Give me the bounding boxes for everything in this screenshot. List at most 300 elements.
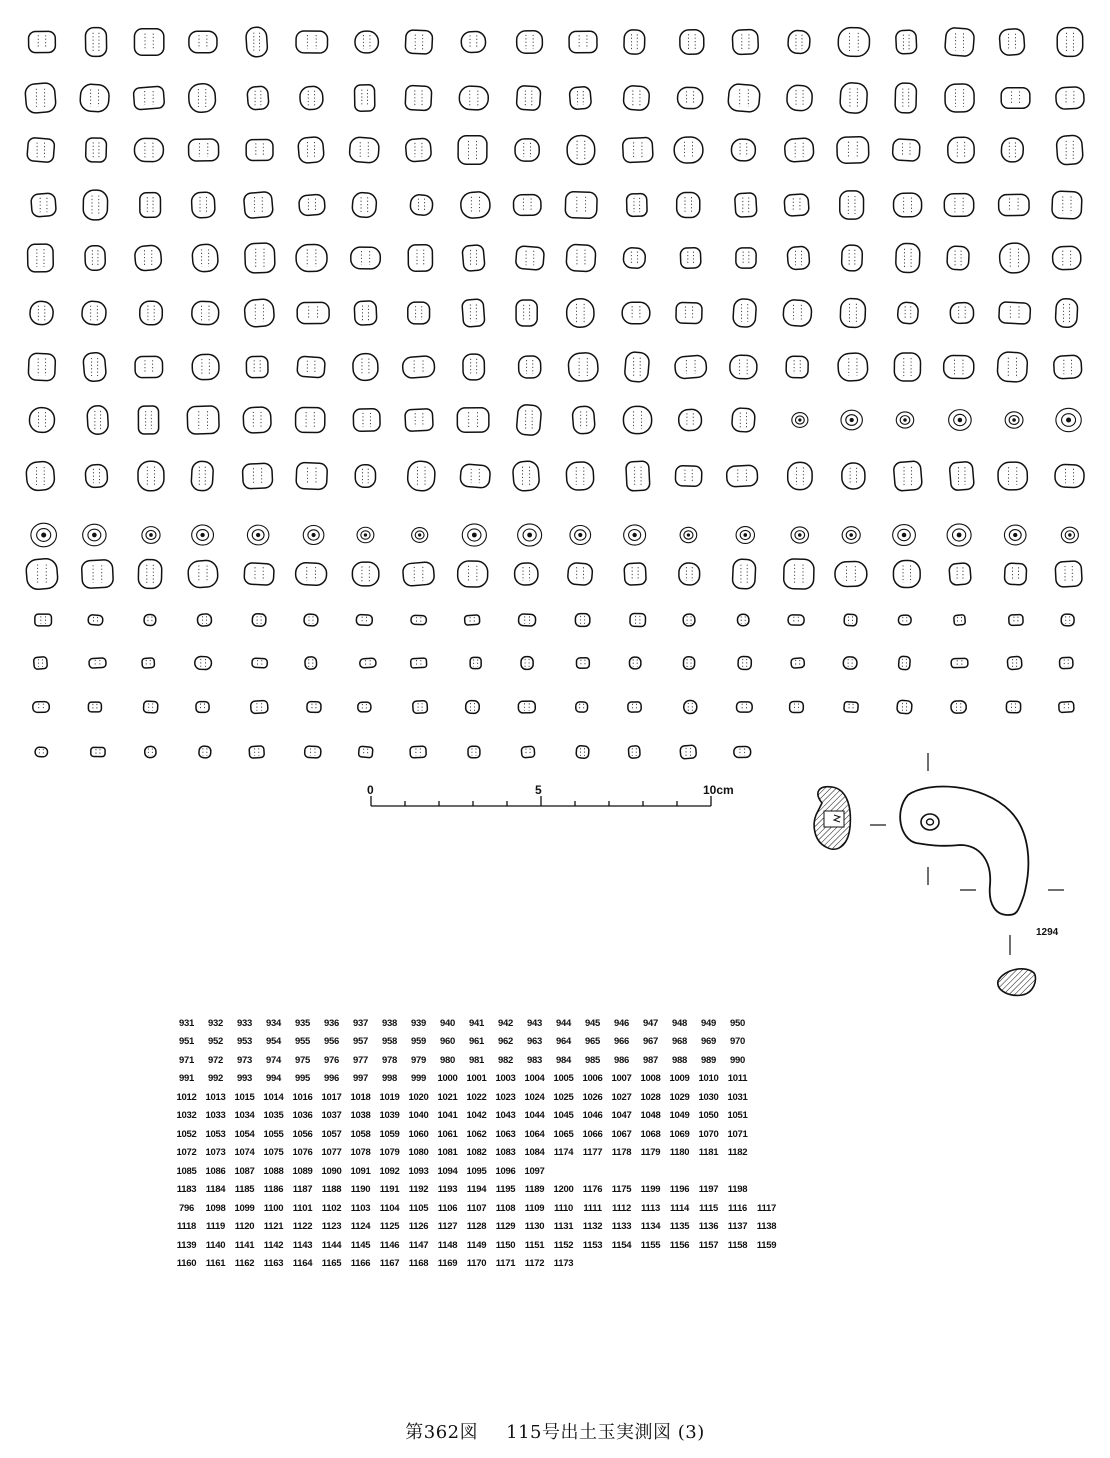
bead-drawing <box>247 86 269 110</box>
bead-drawing <box>568 352 599 382</box>
catalogue-number: 973 <box>237 1054 252 1066</box>
bead-drawing <box>242 463 273 489</box>
bead-drawing <box>27 137 55 162</box>
catalogue-number: 1178 <box>611 1147 632 1159</box>
bead-top-view <box>949 410 972 431</box>
bead-drawing <box>402 562 435 587</box>
bead-drawing <box>133 86 164 110</box>
catalogue-number: 1047 <box>611 1110 632 1122</box>
catalogue-number: 986 <box>614 1054 629 1066</box>
bead-drawing <box>840 191 864 219</box>
catalogue-number: 1133 <box>611 1221 632 1233</box>
catalogue-number: 950 <box>730 1017 745 1029</box>
bead-drawing <box>567 562 593 585</box>
catalogue-number: 951 <box>179 1036 194 1048</box>
bead-drawing <box>460 191 491 219</box>
bead-drawing <box>674 355 707 379</box>
catalogue-number: 982 <box>498 1054 513 1066</box>
bead-drawing <box>244 298 275 327</box>
catalogue-number: 1199 <box>640 1184 661 1196</box>
catalogue-number: 1138 <box>756 1221 777 1233</box>
catalogue-number: 1073 <box>205 1147 226 1159</box>
bead-drawing <box>88 702 101 712</box>
catalogue-number: 1061 <box>437 1128 458 1140</box>
catalogue-number-table <box>172 1014 781 1273</box>
bead-drawing <box>626 193 647 216</box>
catalogue-number: 1059 <box>379 1128 400 1140</box>
catalogue-number: 1152 <box>553 1239 574 1251</box>
bead-drawing <box>892 139 920 162</box>
catalogue-number: 936 <box>324 1017 339 1029</box>
bead-drawing <box>245 243 276 273</box>
catalogue-number: 1108 <box>495 1202 516 1214</box>
bead-drawing <box>624 30 645 55</box>
bead-drawing <box>787 246 810 270</box>
catalogue-number: 1027 <box>611 1091 632 1103</box>
bead-drawing <box>352 353 378 381</box>
catalogue-number: 1092 <box>379 1165 400 1177</box>
bead-drawing <box>470 657 481 668</box>
catalogue-number: 952 <box>208 1036 223 1048</box>
bead-drawing <box>245 27 268 58</box>
catalogue-number: 1023 <box>495 1091 516 1103</box>
bead-drawing <box>140 301 163 325</box>
catalogue-number: 962 <box>498 1036 513 1048</box>
bead-drawing <box>736 248 756 268</box>
catalogue-number: 1140 <box>205 1239 226 1251</box>
catalogue-number: 1187 <box>292 1184 313 1196</box>
bead-top-view <box>1004 525 1026 545</box>
catalogue-number: 1065 <box>553 1128 574 1140</box>
catalogue-number: 1077 <box>321 1147 342 1159</box>
bead-top-view <box>896 412 913 428</box>
catalogue-number: 1034 <box>234 1110 255 1122</box>
bead-top-view <box>791 527 809 543</box>
bead-top-view <box>31 523 57 547</box>
catalogue-number: 1200 <box>553 1184 574 1196</box>
bead-drawing <box>999 194 1030 215</box>
catalogue-number: 1198 <box>727 1184 748 1196</box>
bead-drawing <box>783 299 813 327</box>
bead-drawing <box>299 86 323 110</box>
bead-drawing <box>622 302 650 324</box>
catalogue-number: 1055 <box>263 1128 284 1140</box>
catalogue-number: 1016 <box>292 1091 313 1103</box>
bead-drawing <box>677 192 700 217</box>
catalogue-number: 1148 <box>437 1239 458 1251</box>
bead-drawing <box>188 139 218 161</box>
catalogue-number: 1156 <box>669 1239 690 1251</box>
bead-drawing <box>837 137 869 164</box>
bead-drawing <box>624 563 646 586</box>
bead-drawing <box>295 562 327 585</box>
catalogue-number: 932 <box>208 1017 223 1029</box>
catalogue-number: 1026 <box>582 1091 603 1103</box>
catalogue-number: 1057 <box>321 1128 342 1140</box>
bead-drawing <box>893 560 920 587</box>
bead-drawing <box>896 30 917 54</box>
catalogue-number: 992 <box>208 1073 223 1085</box>
bead-drawing <box>512 460 540 491</box>
bead-drawing <box>515 246 544 271</box>
bead-drawing <box>297 356 326 378</box>
catalogue-number: 1020 <box>408 1091 429 1103</box>
bead-drawing <box>788 462 813 489</box>
catalogue-number: 1021 <box>437 1091 458 1103</box>
catalogue-number: 1019 <box>379 1091 400 1103</box>
bead-drawing <box>405 409 433 432</box>
bead-drawing <box>413 700 428 713</box>
bead-drawing <box>138 559 162 588</box>
bead-drawing <box>246 140 273 161</box>
catalogue-number: 959 <box>411 1036 426 1048</box>
catalogue-number: 1159 <box>756 1239 777 1251</box>
bead-drawing <box>513 194 541 215</box>
catalogue-number: 994 <box>266 1073 281 1085</box>
catalogue-number: 1130 <box>524 1221 545 1233</box>
catalogue-number: 960 <box>440 1036 455 1048</box>
bead-drawing <box>622 137 653 163</box>
number-row <box>172 1051 781 1070</box>
bead-drawing <box>349 137 380 164</box>
bead-drawing <box>518 701 535 713</box>
bead-drawing <box>86 138 107 162</box>
catalogue-number: 1195 <box>495 1184 516 1196</box>
bead-drawing <box>999 302 1031 325</box>
bead-drawing <box>358 702 371 712</box>
catalogue-number: 974 <box>266 1054 281 1066</box>
bead-drawing <box>144 746 156 758</box>
catalogue-number: 943 <box>527 1017 542 1029</box>
catalogue-number: 1054 <box>234 1128 255 1140</box>
bead-drawing <box>841 245 862 271</box>
bead-drawing <box>458 561 488 587</box>
bead-top-view <box>842 527 860 544</box>
catalogue-number: 1100 <box>263 1202 284 1214</box>
catalogue-number: 997 <box>353 1073 368 1085</box>
catalogue-number: 965 <box>585 1036 600 1048</box>
bead-drawing <box>565 192 597 219</box>
catalogue-number: 1063 <box>495 1128 516 1140</box>
catalogue-number: 1010 <box>698 1073 719 1085</box>
catalogue-number: 1060 <box>408 1128 429 1140</box>
bead-drawing <box>304 746 321 758</box>
bead-drawing <box>566 461 594 490</box>
catalogue-number: 961 <box>469 1036 484 1048</box>
bead-drawing <box>999 242 1030 273</box>
bead-drawing <box>843 657 857 670</box>
bead-drawing <box>733 298 757 327</box>
bead-drawing <box>411 658 427 668</box>
bead-drawing <box>898 615 911 625</box>
catalogue-number: 1119 <box>206 1221 225 1233</box>
catalogue-number: 945 <box>585 1017 600 1029</box>
catalogue-number: 993 <box>237 1073 252 1085</box>
bead-top-view <box>893 525 916 546</box>
bead-drawing <box>684 701 697 714</box>
catalogue-number: 1024 <box>524 1091 545 1103</box>
catalogue-number: 1192 <box>408 1184 429 1196</box>
bead-drawing <box>623 406 652 434</box>
bead-drawing <box>842 463 865 489</box>
catalogue-number: 1050 <box>698 1110 719 1122</box>
catalogue-number: 1174 <box>553 1147 574 1159</box>
catalogue-number: 1164 <box>292 1258 313 1270</box>
bead-drawing <box>680 30 704 55</box>
catalogue-number: 1029 <box>669 1091 690 1103</box>
bead-drawing <box>402 355 435 378</box>
bead-drawing <box>296 462 328 489</box>
catalogue-number: 1115 <box>699 1202 718 1214</box>
number-row <box>172 1033 781 1052</box>
bead-drawing <box>844 614 857 626</box>
catalogue-number: 1053 <box>205 1128 226 1140</box>
bead-drawing <box>786 356 808 378</box>
bead-drawing <box>249 746 264 758</box>
bead-drawing <box>898 656 910 670</box>
catalogue-number: 1129 <box>495 1221 516 1233</box>
bead-drawing <box>517 31 543 54</box>
bead-drawing <box>519 356 541 378</box>
catalogue-number: 1013 <box>205 1091 226 1103</box>
catalogue-number: 999 <box>411 1073 426 1085</box>
catalogue-number: 1182 <box>727 1147 748 1159</box>
catalogue-number: 1171 <box>495 1258 516 1270</box>
catalogue-number: 1153 <box>582 1239 603 1251</box>
bead-drawing <box>31 193 57 217</box>
catalogue-number: 1191 <box>379 1184 400 1196</box>
bead-drawing <box>895 243 920 273</box>
bead-drawing <box>680 745 697 759</box>
bead-drawing <box>252 658 268 668</box>
bead-drawing <box>726 465 758 487</box>
bead-drawing <box>187 560 218 589</box>
bead-drawing <box>623 85 650 111</box>
bead-drawing <box>629 657 641 669</box>
bead-drawing <box>29 301 54 326</box>
bead-drawing <box>199 746 212 758</box>
number-row <box>172 1070 781 1089</box>
bead-top-view <box>142 527 160 544</box>
bead-top-view <box>1056 408 1081 431</box>
bead-drawing <box>730 355 757 379</box>
bead-drawing <box>516 300 537 326</box>
bead-drawing <box>569 86 592 109</box>
bead-drawing <box>791 658 805 669</box>
catalogue-number: 954 <box>266 1036 281 1048</box>
bead-drawing <box>299 194 326 216</box>
catalogue-number: 1007 <box>611 1073 632 1085</box>
bead-drawing <box>1055 298 1078 328</box>
catalogue-number: 990 <box>730 1054 745 1066</box>
bead-drawing <box>405 85 432 110</box>
catalogue-number: 1025 <box>553 1091 574 1103</box>
catalogue-number: 1161 <box>205 1258 226 1270</box>
bead-drawing <box>196 702 209 713</box>
bead-drawing <box>515 139 539 161</box>
bead-drawing <box>516 85 541 110</box>
catalogue-number: 1017 <box>321 1091 342 1103</box>
catalogue-number: 1074 <box>234 1147 255 1159</box>
catalogue-number: 1190 <box>350 1184 371 1196</box>
bead-drawing <box>35 614 52 626</box>
bead-drawing <box>25 558 58 590</box>
bead-top-view <box>841 410 862 430</box>
catalogue-number: 1008 <box>640 1073 661 1085</box>
bead-drawing <box>462 299 485 327</box>
bead-drawing <box>355 31 379 53</box>
catalogue-number: 1120 <box>234 1221 255 1233</box>
bead-drawing <box>29 407 55 433</box>
catalogue-number: 1038 <box>350 1110 371 1122</box>
bead-drawing <box>521 746 535 758</box>
bead-drawing <box>516 404 542 436</box>
bead-drawing <box>457 408 489 433</box>
bead-drawing <box>784 194 809 217</box>
catalogue-number: 1173 <box>553 1258 574 1270</box>
bead-drawing <box>85 245 106 270</box>
catalogue-number: 1049 <box>669 1110 690 1122</box>
catalogue-number: 1157 <box>698 1239 719 1251</box>
bead-drawing <box>893 193 921 217</box>
bead-drawing <box>354 85 374 112</box>
catalogue-number: 1186 <box>263 1184 284 1196</box>
bead-drawing <box>1057 28 1083 57</box>
catalogue-number: 1114 <box>670 1202 689 1214</box>
catalogue-number: 1197 <box>698 1184 719 1196</box>
catalogue-number: 1155 <box>640 1239 661 1251</box>
bead-top-view <box>792 413 808 428</box>
bead-drawing <box>676 302 702 323</box>
catalogue-number: 1165 <box>321 1258 342 1270</box>
bead-drawing <box>628 746 640 759</box>
catalogue-number: 931 <box>179 1017 194 1029</box>
bead-drawing <box>246 356 268 378</box>
catalogue-number: 1160 <box>176 1258 197 1270</box>
catalogue-number: 938 <box>382 1017 397 1029</box>
bead-top-view <box>412 528 428 543</box>
catalogue-number: 1083 <box>495 1147 516 1159</box>
specimen-side-section <box>814 787 850 850</box>
catalogue-number: 1001 <box>466 1073 487 1085</box>
bead-drawing <box>461 31 486 53</box>
catalogue-number: 1005 <box>553 1073 574 1085</box>
catalogue-number: 1078 <box>350 1147 371 1159</box>
catalogue-number: 1096 <box>495 1165 516 1177</box>
catalogue-number: 1097 <box>524 1165 545 1177</box>
catalogue-number: 1181 <box>698 1147 719 1159</box>
bead-drawing <box>407 460 436 491</box>
catalogue-number: 984 <box>556 1054 571 1066</box>
bead-drawing <box>405 138 432 162</box>
bead-drawing <box>25 82 57 113</box>
bead-drawing <box>840 298 866 328</box>
catalogue-number: 937 <box>353 1017 368 1029</box>
bead-drawing <box>951 701 967 714</box>
catalogue-number: 1022 <box>466 1091 487 1103</box>
bead-drawing <box>28 31 55 52</box>
bead-drawing <box>674 137 704 164</box>
number-row <box>172 1088 781 1107</box>
catalogue-number: 985 <box>585 1054 600 1066</box>
perforation-outer <box>921 814 939 830</box>
bead-drawing <box>189 31 217 53</box>
number-row <box>172 1162 781 1181</box>
bead-top-view <box>192 525 214 545</box>
catalogue-number: 958 <box>382 1036 397 1048</box>
catalogue-number: 1014 <box>263 1091 284 1103</box>
bead-drawing <box>462 245 485 272</box>
bead-drawing <box>83 190 108 220</box>
specimen-bottom-section <box>998 969 1036 996</box>
catalogue-number: 1121 <box>263 1221 284 1233</box>
number-row <box>172 1144 781 1163</box>
scale-label-5: 5 <box>535 783 542 797</box>
bead-drawing <box>411 615 427 625</box>
bead-drawing <box>944 194 974 217</box>
catalogue-number: 1113 <box>641 1202 660 1214</box>
catalogue-number: 949 <box>701 1017 716 1029</box>
catalogue-number: 934 <box>266 1017 281 1029</box>
specimen-1294-drawing <box>800 745 1090 1005</box>
catalogue-number: 1044 <box>524 1110 545 1122</box>
catalogue-number: 1004 <box>524 1073 545 1085</box>
catalogue-number: 1107 <box>466 1202 487 1214</box>
catalogue-number: 1030 <box>698 1091 719 1103</box>
catalogue-number: 1087 <box>234 1165 255 1177</box>
bead-drawing <box>355 465 375 488</box>
catalogue-number: 1117 <box>757 1202 776 1214</box>
catalogue-number: 1176 <box>582 1184 603 1196</box>
catalogue-number: 1031 <box>727 1091 748 1103</box>
bead-drawing <box>567 135 595 164</box>
bead-drawing <box>140 193 161 218</box>
perforation-inner <box>927 819 934 825</box>
bead-drawing <box>356 614 372 625</box>
catalogue-number: 1009 <box>669 1073 690 1085</box>
scale-label-0: 0 <box>367 783 374 797</box>
bead-drawing <box>894 353 920 381</box>
catalogue-number: 1139 <box>176 1239 197 1251</box>
bead-drawing <box>134 138 163 162</box>
catalogue-number: 975 <box>295 1054 310 1066</box>
catalogue-number: 955 <box>295 1036 310 1048</box>
catalogue-number: 1006 <box>582 1073 603 1085</box>
bead-drawing <box>460 464 491 489</box>
bead-drawing <box>243 407 271 433</box>
catalogue-number: 989 <box>701 1054 716 1066</box>
catalogue-number: 1188 <box>321 1184 342 1196</box>
catalogue-number: 1072 <box>176 1147 197 1159</box>
catalogue-number: 971 <box>179 1054 194 1066</box>
bead-top-view <box>1005 412 1023 428</box>
bead-drawing <box>252 613 266 626</box>
catalogue-number: 939 <box>411 1017 426 1029</box>
bead-drawing <box>1052 191 1082 219</box>
catalogue-number: 1088 <box>263 1165 284 1177</box>
catalogue-number: 987 <box>643 1054 658 1066</box>
catalogue-number: 1116 <box>728 1202 747 1214</box>
bead-drawing <box>458 136 487 165</box>
scale-label-10cm: 10cm <box>703 783 734 797</box>
bead-drawing <box>88 615 103 626</box>
catalogue-number: 978 <box>382 1054 397 1066</box>
bead-drawing <box>1053 355 1082 379</box>
catalogue-number: 1064 <box>524 1128 545 1140</box>
bead-drawing <box>305 657 317 670</box>
bead-drawing <box>787 30 810 54</box>
catalogue-number: 944 <box>556 1017 571 1029</box>
